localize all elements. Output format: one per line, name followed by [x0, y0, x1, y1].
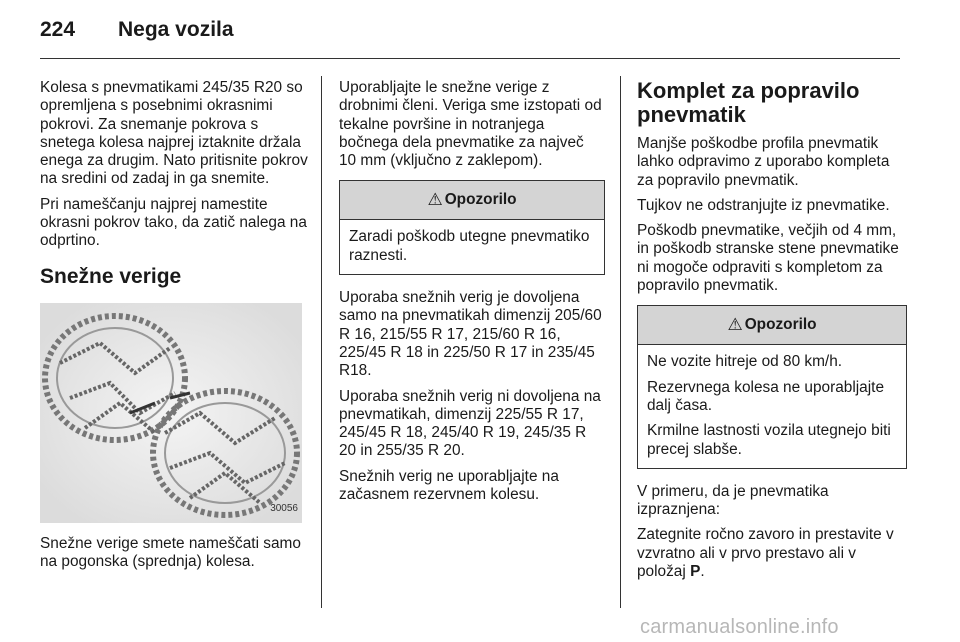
warning-handling: Krmilne lastnosti vozila utegnejo biti precej slabše. [647, 422, 891, 458]
warning-header [340, 181, 604, 220]
paragraph-disallowed-sizes: Uporaba snežnih verig ni dovoljena na pnevmatikah, dimenzij 225/55 R 17, 245/45 R 18, 245/40 R 19, 245/35 R 20 in 255/35 R 20. [339, 387, 601, 460]
header-divider [40, 58, 900, 59]
warning-triangle-icon: ⚠ [427, 190, 443, 210]
page-title: Nega vozila [118, 18, 234, 41]
warning-box-repair [637, 305, 907, 468]
column-divider-2 [620, 76, 621, 608]
paragraph-driven-wheels: Snežne verige smete nameščati samo na pogonska (sprednja) kolesa. [40, 534, 301, 570]
column-3 [637, 79, 907, 588]
page-header [40, 18, 234, 48]
column-divider-1 [321, 76, 322, 608]
site-watermark: carmanualsonline.info [640, 616, 839, 638]
paragraph-wheel-covers: Kolesa s pnevmatikami 245/35 R20 so opremljena s posebnimi okrasnimi pokrovi. Za snemanje pokrova s snetega kolesa najprej iztaknite držala enega za drugim. Nato pritisnite pokrov na sredini od zadaj in ga snemite. [40, 79, 308, 188]
snow-chains-drawing [40, 303, 302, 523]
warning-spare-duration: Rezervnega kolesa ne uporabljajte dalj časa. [647, 378, 884, 414]
paragraph-flat-tire: V primeru, da je pnevmatika izpraznjena: [637, 482, 829, 519]
handbrake-text: Zategnite ročno zavoro in prestavite v vzvratno ali v prvo prestavo ali v položaj [637, 526, 894, 581]
warning-box-chains [339, 180, 605, 275]
paragraph-handbrake [637, 526, 907, 581]
figure-number: 30056 [270, 503, 298, 515]
paragraph-repair-kit-intro: Manjše poškodbe profila pnevmatik lahko odpravimo z uporabo kompleta za popravilo pnevmatik. [637, 135, 890, 189]
paragraph-damage-limits: Poškodb pnevmatike, večjih od 4 mm, in poškodb stranske stene pnevmatike ni mogoče odpraviti s kompletom za popravilo pnevmatik. [637, 222, 899, 295]
warning-triangle-icon: ⚠ [727, 315, 743, 335]
snow-chains-illustration [40, 303, 302, 523]
section-heading-repair-kit: Komplet za popravilo pnevmatik [637, 78, 860, 127]
column-2 [339, 79, 605, 511]
paragraph-spare-wheel: Snežnih verig ne uporabljajte na začasnem rezervnem kolesu. [339, 467, 559, 504]
handbrake-end: . [700, 563, 705, 581]
warning-text: Zaradi poškodb utegne pnevmatiko raznesti. [349, 228, 590, 264]
section-heading-snow-chains: Snežne verige [40, 264, 182, 288]
warning-header [638, 306, 906, 345]
page-number: 224 [40, 18, 76, 41]
paragraph-allowed-sizes: Uporaba snežnih verig je dovoljena samo na pnevmatikah dimenzij 205/60 R 16, 215/55 R 17, 215/60 R 16, 225/45 R 18 in 225/50 R 17 in 235/45 R18. [339, 289, 602, 380]
warning-title: Opozorilo [444, 191, 517, 209]
warning-speed: Ne vozite hitreje od 80 km/h. [647, 353, 843, 371]
paragraph-foreign-objects: Tujkov ne odstranjujte iz pnevmatike. [637, 196, 890, 214]
gear-p: P [690, 563, 701, 581]
paragraph-fine-link-chains: Uporabljajte le snežne verige z drobnimi členi. Veriga sme izstopati od tekalne površine in notranjega bočnega dela pnevmatike za največ 10 mm (vključno z zaklepom). [339, 79, 602, 170]
paragraph-cover-mounting: Pri nameščanju najprej namestite okrasni pokrov tako, da zatič nalega na odprtino. [40, 195, 307, 250]
column-1 [40, 79, 310, 578]
warning-title: Opozorilo [744, 316, 817, 334]
